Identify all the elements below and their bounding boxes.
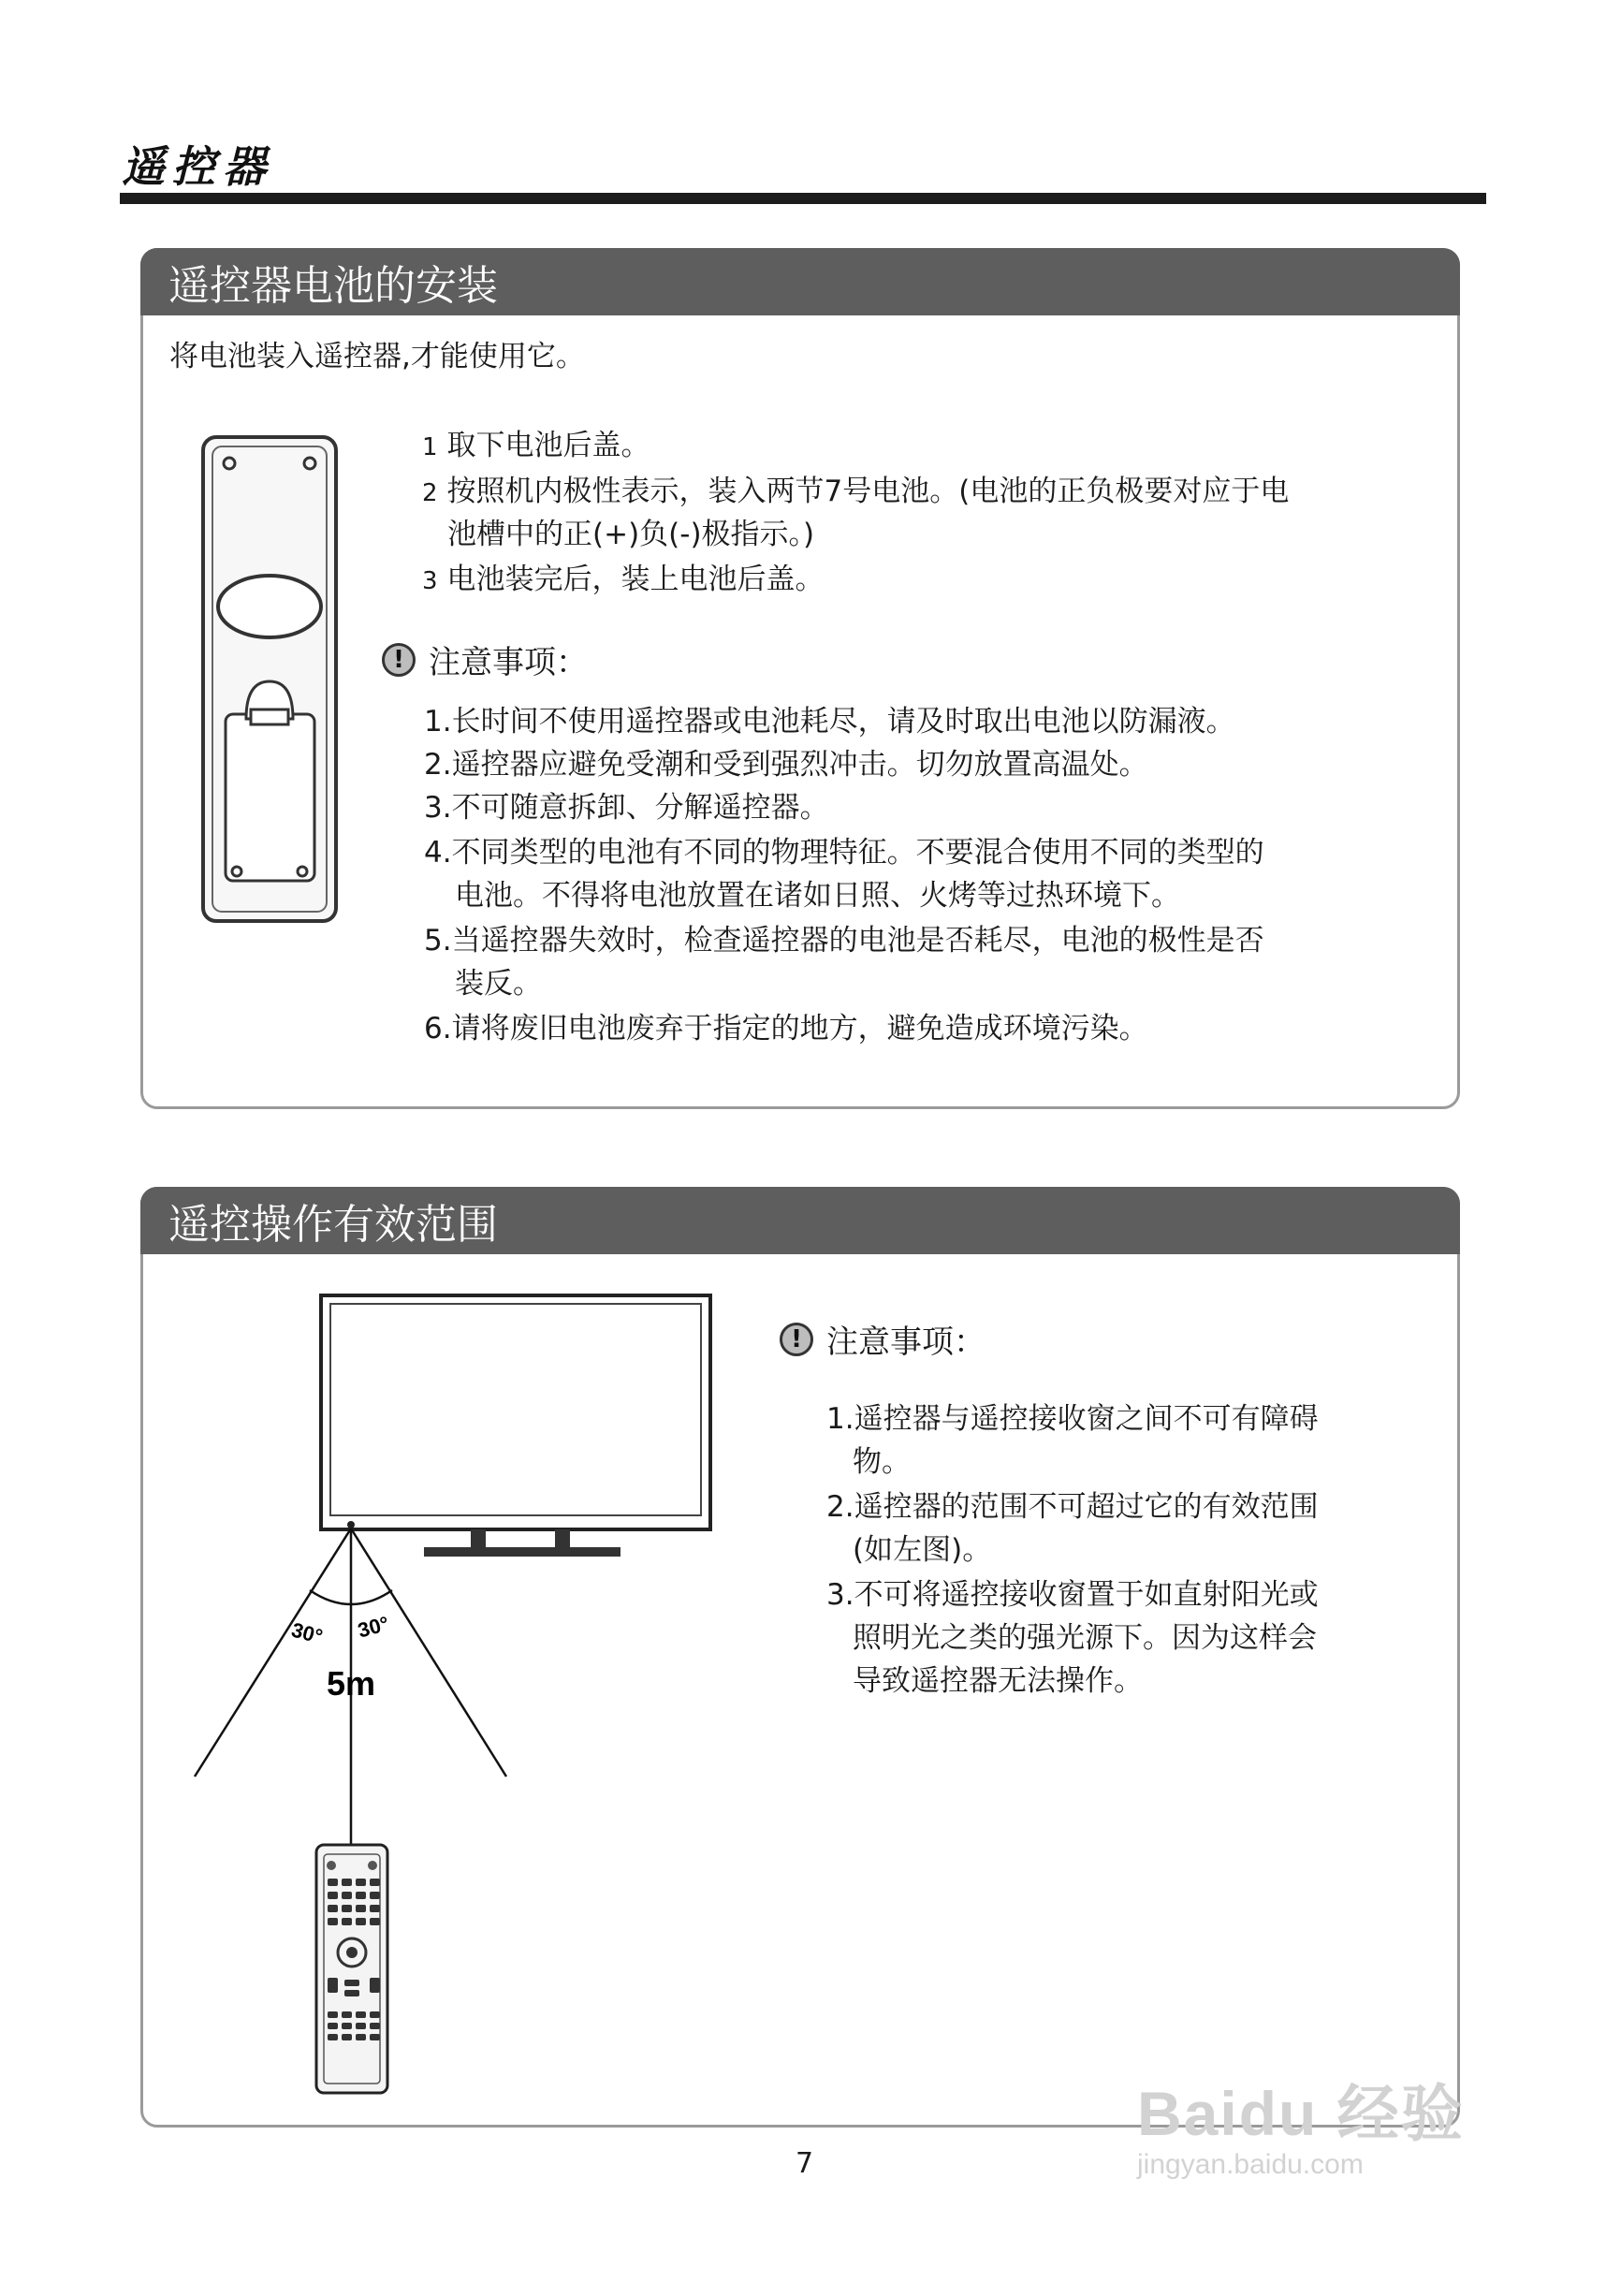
- step-number: 1: [422, 433, 438, 461]
- range-notice-item-cont: 导致遥控器无法操作。: [853, 1664, 1143, 1698]
- step-number: 2: [422, 479, 438, 507]
- battery-intro: 将电池装入遥控器,才能使用它。: [169, 340, 585, 373]
- notice-title: 注意事项：: [826, 1323, 986, 1361]
- range-notice-item-cont: 照明光之类的强光源下。因为这样会: [853, 1621, 1317, 1655]
- page-title: 遥控器: [122, 141, 273, 192]
- remote-front-illustration: [316, 1845, 387, 2093]
- title-divider: [120, 193, 1486, 204]
- step-text: 电池装完后，装上电池后盖。: [446, 563, 825, 596]
- watermark: [1137, 2064, 1465, 2181]
- battery-notice-heading: [382, 636, 588, 682]
- battery-section-header: [140, 248, 1460, 315]
- notice-item: 6.请将废旧电池废弃于指定的地方，避免造成环境污染。: [424, 1012, 1148, 1046]
- remote-back-illustration: [199, 433, 340, 925]
- notice-item-cont: 装反。: [455, 967, 542, 1001]
- range-notice-item: 3.不可将遥控接收窗置于如直射阳光或: [826, 1578, 1319, 1612]
- battery-section: [140, 248, 1460, 1109]
- battery-step-2: [422, 470, 1289, 515]
- notice-item: 2.遥控器应避免受潮和受到强烈冲击。切勿放置高温处。: [424, 748, 1148, 782]
- battery-step-1: [422, 424, 650, 469]
- range-section: [140, 1187, 1460, 2128]
- range-notice-item-cont: 物。: [853, 1445, 911, 1479]
- battery-section-title: 遥控器电池的安装: [140, 248, 526, 315]
- notice-item: 4.不同类型的电池有不同的物理特征。不要混合使用不同的类型的: [424, 836, 1264, 870]
- distance-label: 5m: [327, 1664, 376, 1703]
- notice-item: 5.当遥控器失效时，检查遥控器的电池是否耗尽，电池的极性是否: [424, 924, 1264, 958]
- notice-title: 注意事项：: [429, 644, 588, 681]
- angle-left-label: 30°: [288, 1617, 326, 1649]
- range-notice-item: 2.遥控器的范围不可超过它的有效范围: [826, 1490, 1319, 1524]
- page-number: 7: [796, 2147, 814, 2180]
- range-section-header: [140, 1187, 1460, 1254]
- battery-step-2-cont: 池槽中的正(+)负(-)极指示。): [447, 518, 815, 551]
- notice-item: 3.不可随意拆卸、分解遥控器。: [424, 791, 829, 825]
- watermark-brand: Baidu 经验: [1137, 2079, 1465, 2148]
- step-text: 按照机内极性表示，装入两节7号电池。(电池的正负极要对应于电: [446, 475, 1290, 508]
- warning-icon: !: [780, 1323, 813, 1356]
- step-number: 3: [422, 567, 438, 595]
- notice-item-cont: 电池。不得将电池放置在诸如日照、火烤等过热环境下。: [455, 879, 1180, 913]
- range-notice-item: 1.遥控器与遥控接收窗之间不可有障碍: [826, 1402, 1319, 1436]
- step-text: 取下电池后盖。: [446, 429, 650, 462]
- angle-right-label: 30°: [355, 1611, 392, 1643]
- range-notice-heading: [780, 1316, 986, 1362]
- range-section-title: 遥控操作有效范围: [140, 1187, 526, 1254]
- range-notice-item-cont: (如左图)。: [853, 1533, 992, 1567]
- watermark-url: jingyan.baidu.com: [1137, 2149, 1364, 2180]
- notice-item: 1.长时间不使用遥控器或电池耗尽，请及时取出电池以防漏液。: [424, 705, 1235, 739]
- warning-icon: !: [382, 643, 416, 677]
- battery-step-3: [422, 558, 825, 603]
- tv-stand: [424, 1547, 620, 1557]
- range-diagram: [143, 1283, 798, 2126]
